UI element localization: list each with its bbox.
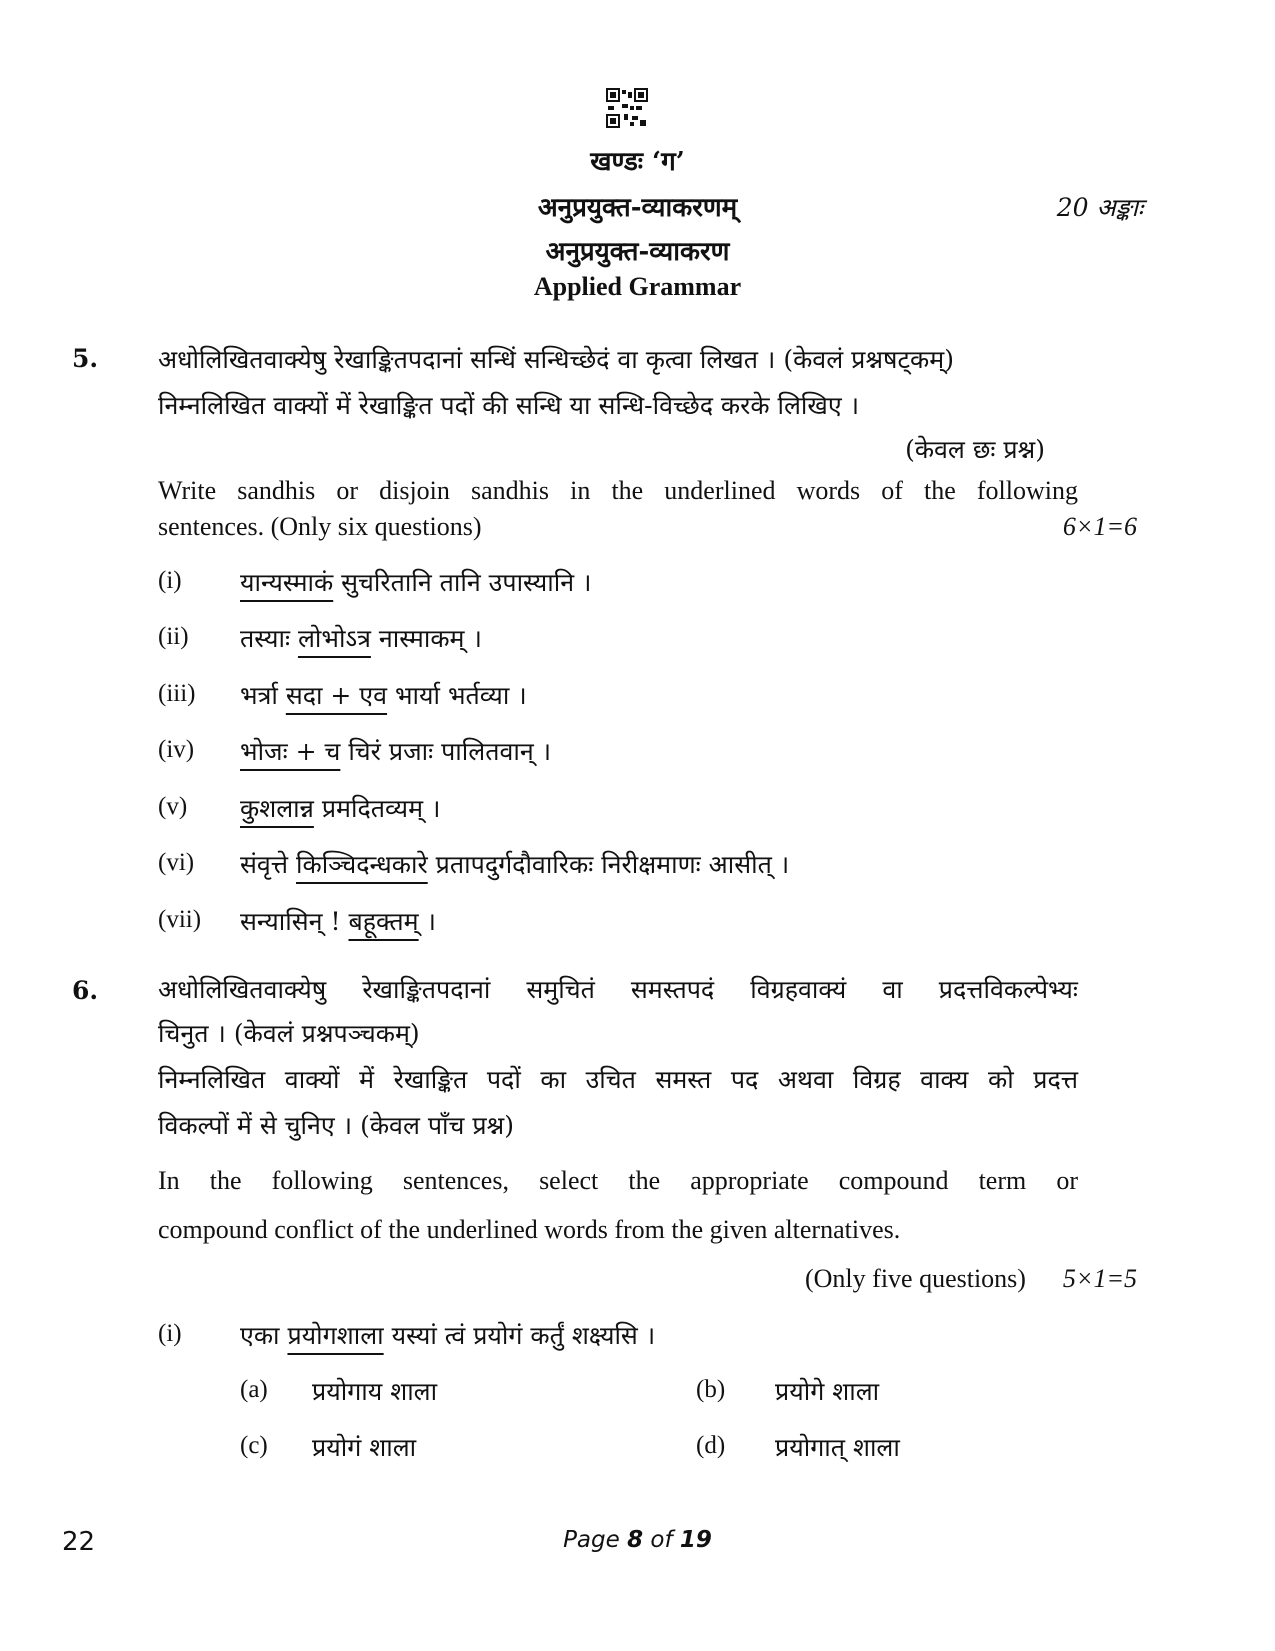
question-instruction-english: Write sandhis or disjoin sandhis in the underlined words of the following — [158, 476, 1078, 505]
question-note-hindi: (केवल छः प्रश्न) — [905, 435, 1045, 464]
question-instruction-hindi: निम्नलिखित वाक्यों में रेखाङ्कित पदों का उचित समस्त पद अथवा विग्रह वाक्य को प्रदत्त — [158, 1065, 1078, 1094]
page-total: 19 — [679, 1527, 712, 1553]
question-instruction-english-2: sentences. (Only six questions) — [158, 512, 482, 541]
item-number: (vii) — [158, 906, 202, 933]
paper-code: 22 — [62, 1527, 96, 1557]
section-title-sanskrit: अनुप्रयुक्त-व्याकरणम् — [537, 193, 738, 223]
question-instruction-english-2: compound conflict of the underlined words from the given alternatives. — [158, 1215, 901, 1244]
item-number: (i) — [158, 1320, 182, 1347]
underlined-word: बहूक्तम् — [348, 907, 419, 936]
question-instruction-english: In the following sentences, select the appropriate compound term or — [158, 1166, 1078, 1195]
question-number: 5. — [72, 344, 99, 373]
underlined-word: किञ्चिदन्धकारे — [296, 850, 428, 879]
option-label-c: (c) — [240, 1432, 268, 1459]
question-note: (Only five questions) — [805, 1264, 1026, 1293]
section-title-english: Applied Grammar — [533, 272, 742, 301]
item-sentence: सन्यासिन् ! बहूक्तम् । — [240, 907, 437, 936]
item-number: (ii) — [158, 623, 189, 650]
question-instruction-hindi-2: विकल्पों में से चुनिए । (केवल पाँच प्रश्न) — [158, 1111, 514, 1140]
item-number: (v) — [158, 793, 188, 820]
question-number: 6. — [72, 976, 99, 1005]
section-label: खण्डः ‘ग’ — [590, 147, 685, 177]
item-number: (iv) — [158, 736, 195, 763]
page-current: 8 — [627, 1527, 644, 1553]
section-title-hindi: अनुप्रयुक्त-व्याकरण — [545, 237, 730, 267]
item-sentence: तस्याः लोभोऽत्र नास्माकम् । — [240, 624, 482, 653]
option-c[interactable]: प्रयोगं शाला — [312, 1433, 417, 1462]
underlined-word: कुशलान्न — [240, 794, 314, 823]
option-label-d: (d) — [696, 1432, 726, 1459]
underlined-word: प्रयोगशाला — [287, 1321, 384, 1350]
question-instruction-sanskrit: अधोलिखितवाक्येषु रेखाङ्कितपदानां सन्धिं सन्धिच्छेदं वा कृत्वा लिखत । (केवलं प्रश्नषट्कम्) — [158, 345, 954, 374]
item-sentence: कुशलान्न प्रमदितव्यम् । — [240, 794, 441, 823]
option-label-b: (b) — [696, 1376, 726, 1403]
section-total-marks: 20 अङ्काः — [1056, 193, 1143, 222]
page-indicator: Page 8 of 19 — [563, 1527, 712, 1553]
question-marks: 5×1=5 — [1062, 1264, 1137, 1293]
underlined-word: यान्यस्माकं — [240, 568, 334, 597]
item-sentence: यान्यस्माकं सुचरितानि तानि उपास्यानि । — [240, 568, 592, 597]
item-number: (iii) — [158, 680, 196, 707]
item-number: (i) — [158, 567, 182, 594]
option-b[interactable]: प्रयोगे शाला — [775, 1377, 880, 1406]
option-d[interactable]: प्रयोगात् शाला — [775, 1433, 900, 1462]
item-sentence: एका प्रयोगशाला यस्यां त्वं प्रयोगं कर्तुं शक्ष्यसि । — [240, 1321, 656, 1350]
underlined-word: सदा + एव — [285, 681, 388, 710]
question-marks: 6×1=6 — [1062, 512, 1137, 541]
underlined-word: लोभोऽत्र — [297, 624, 371, 653]
item-sentence: संवृत्ते किञ्चिदन्धकारे प्रतापदुर्गदौवारिकः निरीक्षमाणः आसीत् । — [240, 850, 790, 879]
item-sentence: भोजः + च चिरं प्रजाः पालितवान् । — [240, 737, 552, 766]
question-instruction-sanskrit: अधोलिखितवाक्येषु रेखाङ्कितपदानां समुचितं समस्तपदं विग्रहवाक्यं वा प्रदत्तविकल्पेभ्यः — [158, 975, 1078, 1004]
option-a[interactable]: प्रयोगाय शाला — [312, 1377, 438, 1406]
question-instruction-sanskrit-2: चिनुत । (केवलं प्रश्नपञ्चकम्) — [158, 1019, 420, 1048]
option-label-a: (a) — [240, 1376, 268, 1403]
qr-code-icon — [606, 88, 648, 128]
item-sentence: भर्त्रा सदा + एव भार्या भर्तव्या । — [240, 681, 527, 710]
question-instruction-hindi: निम्नलिखित वाक्यों में रेखाङ्कित पदों की सन्धि या सन्धि-विच्छेद करके लिखिए । — [158, 391, 860, 420]
underlined-word: भोजः + च — [240, 737, 341, 766]
item-number: (vi) — [158, 849, 195, 876]
